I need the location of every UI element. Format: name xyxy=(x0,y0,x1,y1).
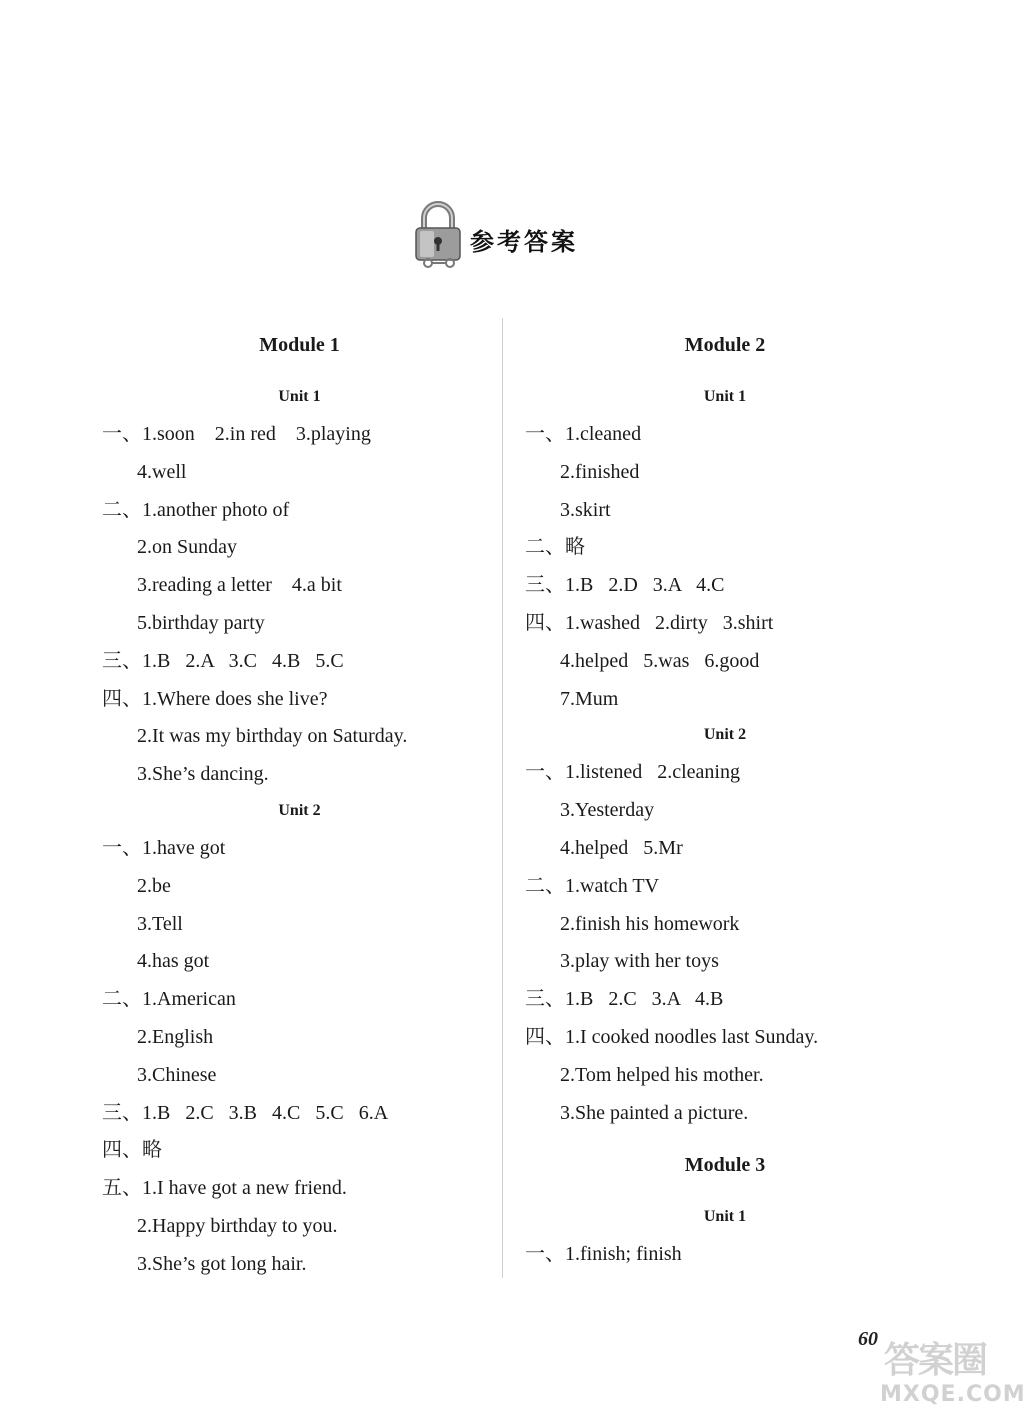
answer-line: 4.has got xyxy=(137,950,210,973)
answer-line: 2.It was my birthday on Saturday. xyxy=(137,725,408,748)
answer-key-header xyxy=(412,200,602,272)
answer-line: 三、1.B 2.C 3.B 4.C 5.C 6.A xyxy=(102,1101,389,1124)
site-watermark xyxy=(880,1330,1026,1420)
answer-line: 三、1.B 2.C 3.A 4.B xyxy=(525,988,724,1011)
module-heading: Module 3 xyxy=(684,1154,766,1177)
answer-line: 一、1.cleaned xyxy=(525,423,642,445)
answer-line: 7.Mum xyxy=(560,687,619,710)
answer-line: 一、1.have got xyxy=(102,836,226,859)
answer-line: 3.She painted a picture. xyxy=(560,1101,749,1124)
answer-line: 4.helped 5.was 6.good xyxy=(560,649,760,672)
answer-line: 2.finished xyxy=(560,460,640,483)
answer-line: 一、1.listened 2.cleaning xyxy=(525,761,740,784)
answer-line: 二、1.American xyxy=(102,988,236,1011)
answer-line: 二、1.watch TV xyxy=(525,874,660,897)
lock-icon xyxy=(412,200,464,270)
answer-line: 3.play with her toys xyxy=(560,950,719,973)
unit-heading: Unit 1 xyxy=(703,1208,747,1226)
right-column xyxy=(525,330,925,1274)
answer-line: 3.Chinese xyxy=(137,1063,217,1086)
answer-line: 3.Yesterday xyxy=(560,799,655,822)
answer-line: 一、1.soon 2.in red 3.playing xyxy=(102,423,371,445)
module-heading: Module 1 xyxy=(259,334,340,356)
answer-line: 三、1.B 2.D 3.A 4.C xyxy=(525,574,725,597)
answer-line: 四、1.Where does she live? xyxy=(102,687,328,710)
answer-line: 2.Happy birthday to you. xyxy=(137,1214,338,1237)
unit-heading: Unit 2 xyxy=(703,726,747,744)
column-divider xyxy=(502,318,503,1278)
answer-line: 3.reading a letter 4.a bit xyxy=(137,574,342,597)
unit-heading: Unit 1 xyxy=(703,388,747,405)
answer-line: 4.well xyxy=(137,460,187,483)
answer-line: 3.She’s dancing. xyxy=(137,763,269,786)
answer-line: 3.Tell xyxy=(137,912,183,935)
answer-line: 一、1.finish; finish xyxy=(525,1243,682,1266)
left-column xyxy=(102,330,497,1284)
answer-line: 四、1.I cooked noodles last Sunday. xyxy=(525,1025,819,1048)
answer-line: 三、1.B 2.A 3.C 4.B 5.C xyxy=(102,649,344,672)
answer-line: 3.skirt xyxy=(560,498,611,521)
answer-line: 四、略 xyxy=(102,1139,162,1162)
watermark-url: MXQE.COM xyxy=(880,1382,1026,1407)
answer-line: 3.She’s got long hair. xyxy=(137,1252,307,1275)
unit-heading: Unit 1 xyxy=(278,388,321,405)
answer-line: 二、略 xyxy=(525,536,585,559)
watermark-text: 答案圈 xyxy=(884,1340,987,1381)
answer-line: 5.birthday party xyxy=(137,611,265,634)
answer-line: 二、1.another photo of xyxy=(102,498,290,521)
answer-line: 2.Tom helped his mother. xyxy=(560,1063,764,1086)
answer-line: 2.on Sunday xyxy=(137,536,237,559)
answer-line: 2.English xyxy=(137,1025,214,1048)
answer-line: 4.helped 5.Mr xyxy=(560,836,683,859)
unit-heading: Unit 2 xyxy=(278,801,321,819)
answer-key-title: 参考答案 xyxy=(470,228,578,256)
page-number: 60 xyxy=(858,1328,878,1350)
answer-line: 2.be xyxy=(137,874,171,897)
answer-line: 2.finish his homework xyxy=(560,912,740,935)
answer-line: 四、1.washed 2.dirty 3.shirt xyxy=(525,611,774,634)
module-heading: Module 2 xyxy=(684,334,766,356)
answer-line: 五、1.I have got a new friend. xyxy=(102,1177,347,1200)
